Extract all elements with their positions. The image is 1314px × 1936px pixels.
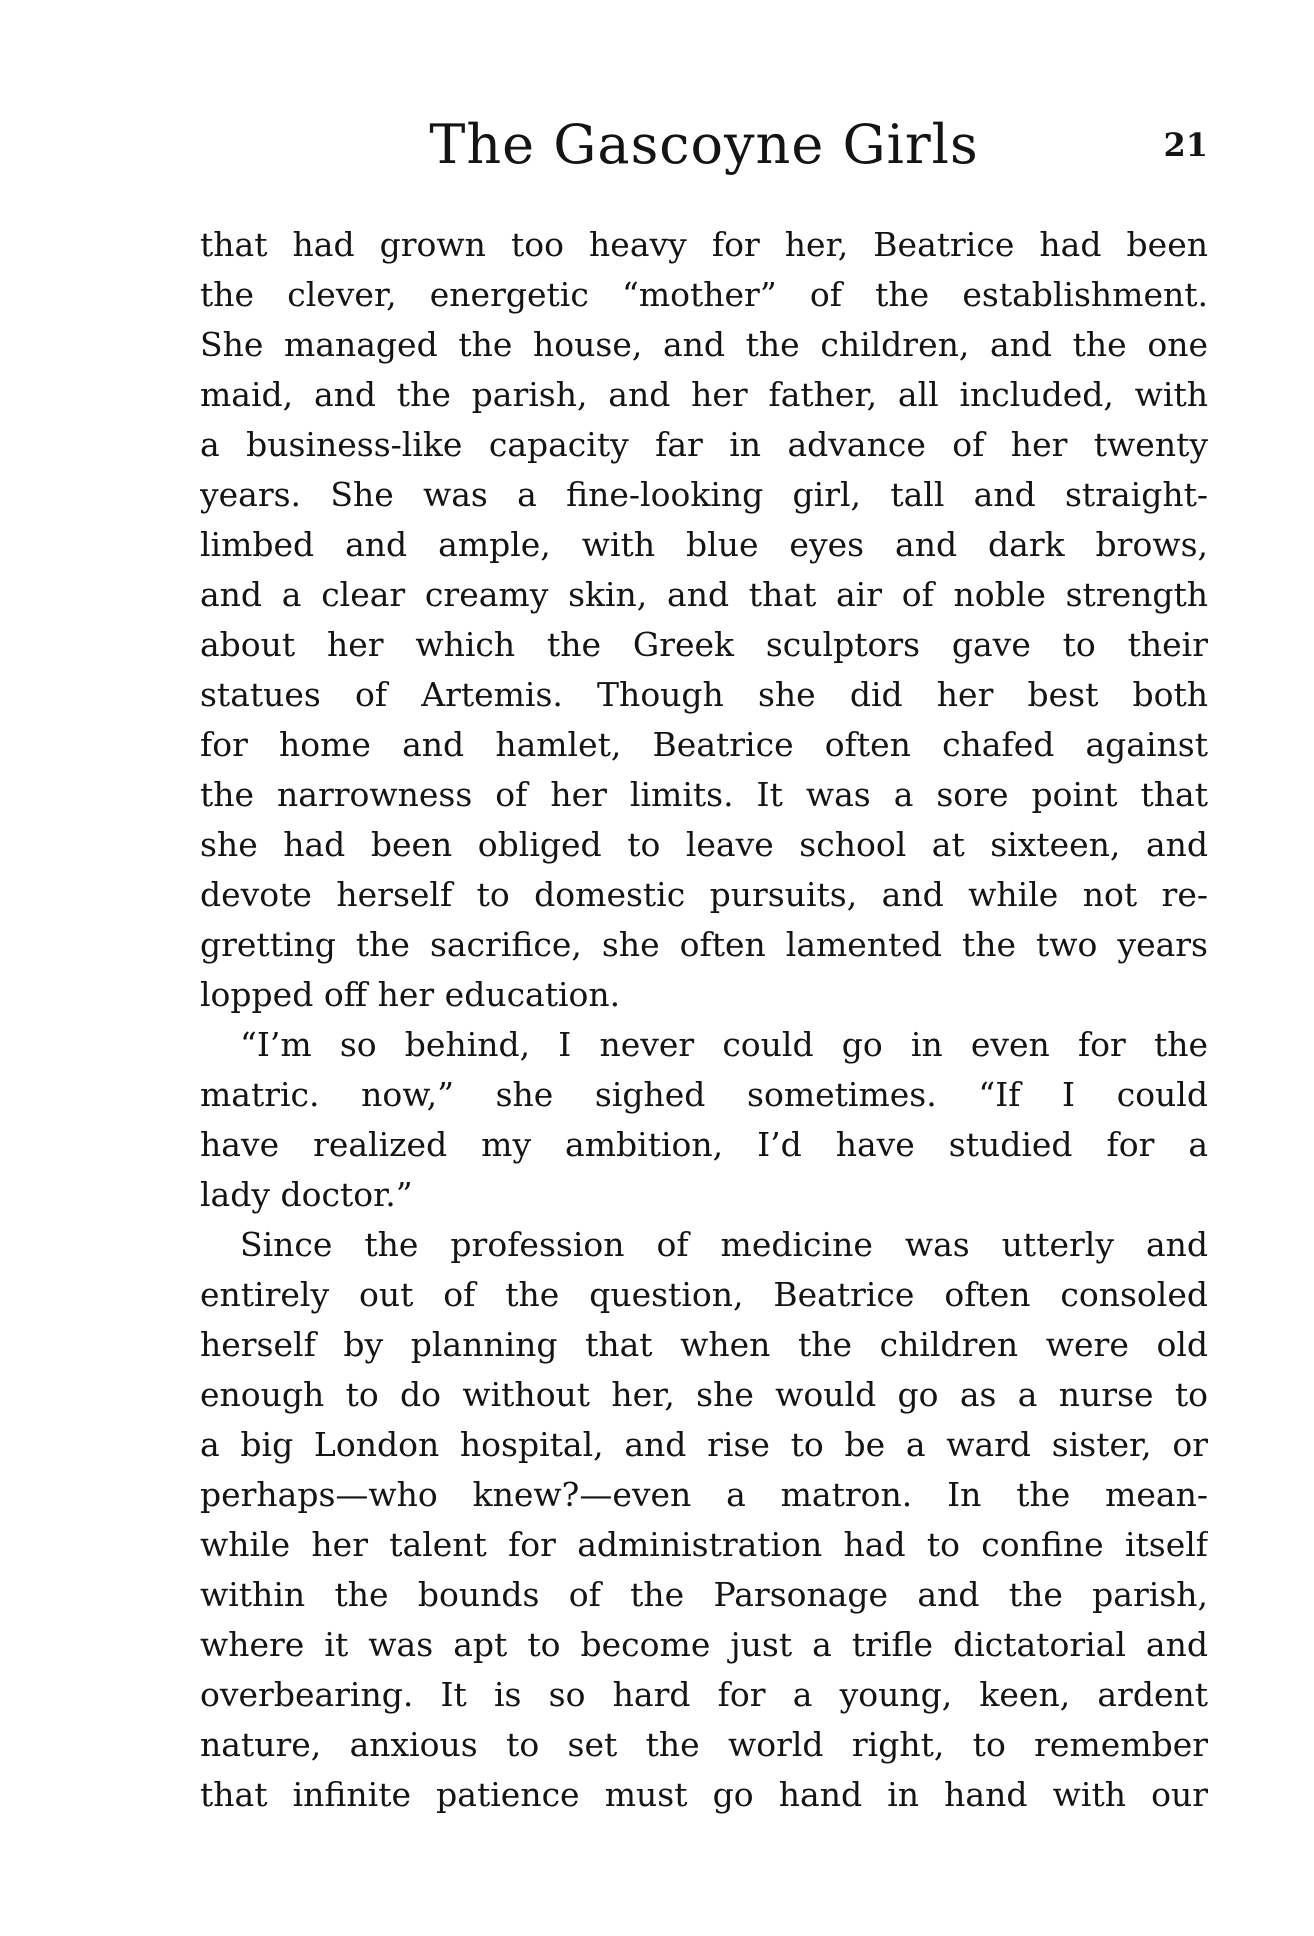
body-text bbox=[200, 220, 1208, 1820]
running-title: The Gascoyne Girls bbox=[429, 113, 979, 176]
text-line: maid, and the parish, and her father, all included, with bbox=[200, 375, 1208, 414]
text-line: while her talent for administration had to confine itself bbox=[200, 1525, 1208, 1564]
text-line: for home and hamlet, Beatrice often chafed against bbox=[200, 725, 1208, 764]
text-line: She managed the house, and the children, and the one bbox=[200, 325, 1208, 364]
text-line: entirely out of the question, Beatrice often consoled bbox=[200, 1275, 1208, 1314]
paragraph-1 bbox=[200, 220, 1208, 1020]
text-line: that had grown too heavy for her, Beatrice had been bbox=[200, 225, 1208, 264]
text-line: the narrowness of her limits. It was a sore point that bbox=[200, 775, 1208, 814]
text-line: limbed and ample, with blue eyes and dark brows, bbox=[200, 525, 1208, 564]
text-line: about her which the Greek sculptors gave to their bbox=[200, 625, 1208, 664]
text-line: within the bounds of the Parsonage and the parish, bbox=[200, 1575, 1208, 1614]
text-line: enough to do without her, she would go as a nurse to bbox=[200, 1375, 1208, 1414]
text-line: she had been obliged to leave school at sixteen, and bbox=[200, 825, 1208, 864]
page-number: 21 bbox=[1163, 126, 1208, 164]
text-line: Since the profession of medicine was utterly and bbox=[240, 1225, 1208, 1264]
text-line: nature, anxious to set the world right, to remember bbox=[200, 1725, 1208, 1764]
running-head bbox=[200, 105, 1208, 185]
text-line: a big London hospital, and rise to be a ward sister, or bbox=[200, 1425, 1208, 1464]
text-line: have realized my ambition, I’d have studied for a bbox=[200, 1125, 1208, 1164]
text-line: herself by planning that when the children were old bbox=[200, 1325, 1208, 1364]
paragraph-2 bbox=[200, 1020, 1208, 1220]
text-line: lady doctor.” bbox=[200, 1175, 413, 1214]
text-line: statues of Artemis. Though she did her best both bbox=[200, 675, 1208, 714]
text-line: gretting the sacrifice, she often lamented the two years bbox=[200, 925, 1208, 964]
text-line: a business-like capacity far in advance of her twenty bbox=[200, 425, 1208, 464]
text-line: and a clear creamy skin, and that air of noble strength bbox=[200, 575, 1208, 614]
text-line: matric. now,” she sighed sometimes. “If I could bbox=[200, 1075, 1208, 1114]
text-line: the clever, energetic “mother” of the establishment. bbox=[200, 275, 1208, 314]
text-line: years. She was a fine-looking girl, tall and straight- bbox=[200, 475, 1208, 514]
text-line: overbearing. It is so hard for a young, keen, ardent bbox=[200, 1675, 1208, 1714]
text-line: “I’m so behind, I never could go in even for the bbox=[240, 1025, 1208, 1064]
text-line: where it was apt to become just a trifle dictatorial and bbox=[200, 1625, 1208, 1664]
text-line: devote herself to domestic pursuits, and while not re- bbox=[200, 875, 1208, 914]
text-line: lopped off her education. bbox=[200, 975, 621, 1014]
paragraph-3 bbox=[200, 1220, 1208, 1820]
text-line: that infinite patience must go hand in hand with our bbox=[200, 1775, 1208, 1814]
text-line: perhaps—who knew?—even a matron. In the mean- bbox=[200, 1475, 1208, 1514]
